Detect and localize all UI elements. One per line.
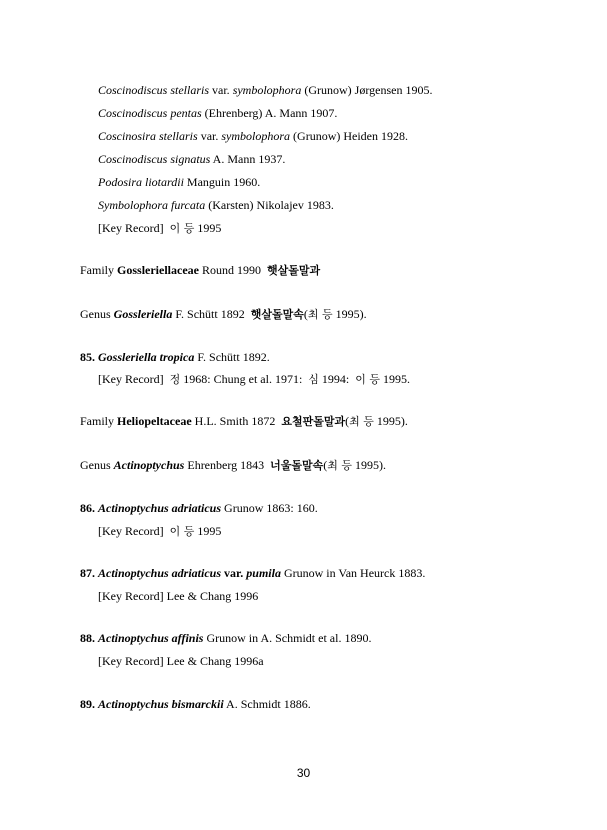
synonym-line	[98, 175, 260, 190]
authority: Grunow in A. Schmidt et al. 1890.	[203, 631, 372, 645]
citation-text: 1968: Chung et al. 1971:	[180, 372, 306, 386]
species-entry	[80, 631, 371, 646]
genus-name: Actinoptychus	[113, 458, 185, 472]
species-entry	[80, 697, 311, 712]
key-record-label: [Key Record]	[98, 372, 164, 386]
key-record-line	[98, 221, 221, 236]
paren: (	[345, 414, 350, 428]
species-name: Actinoptychus bismarckii	[98, 697, 224, 711]
key-record-line	[98, 654, 264, 669]
korean-citation: 이 등	[169, 222, 195, 235]
citation-year: 1995	[194, 221, 222, 235]
authority: (Grunow) Jørgensen 1905.	[301, 83, 433, 97]
entry-number: 89.	[80, 697, 95, 711]
page-number: 30	[296, 766, 311, 780]
korean-citation: 이 등	[355, 373, 381, 386]
family-heading	[80, 263, 320, 278]
korean-citation: 최 등	[327, 459, 353, 472]
taxon-name: Symbolophora furcata	[98, 198, 206, 212]
entry-number: 86.	[80, 501, 95, 515]
citation-year: 1995).	[332, 307, 367, 321]
var-label: var.	[209, 83, 233, 97]
authority: Manguin 1960.	[183, 175, 261, 189]
korean-citation: 최 등	[307, 308, 333, 321]
species-name: Actinoptychus adriaticus	[98, 566, 222, 580]
citation-year: 1995	[194, 524, 222, 538]
korean-name: 너울돌말속	[270, 459, 324, 472]
korean-citation: 최 등	[349, 415, 374, 428]
authority: F. Schütt 1892.	[194, 350, 270, 364]
authority: Ehrenberg 1843	[184, 458, 268, 472]
key-record-label: [Key Record]	[98, 524, 164, 538]
korean-citation: 심	[308, 373, 319, 386]
entry-number: 88.	[80, 631, 95, 645]
synonym-line	[98, 129, 408, 144]
variety-name: symbolophora	[221, 129, 291, 143]
authority: (Karsten) Nikolajev 1983.	[205, 198, 334, 212]
korean-citation: 정	[169, 373, 181, 386]
entry-number: 87.	[80, 566, 95, 580]
family-heading	[80, 414, 408, 429]
key-record-text: [Key Record] Lee & Chang 1996	[98, 589, 259, 603]
taxon-name: Coscinodiscus pentas	[98, 106, 202, 120]
authority: Round 1990	[198, 263, 264, 277]
authority: A. Schmidt 1886.	[223, 697, 311, 711]
family-name: Heliopeltaceae	[117, 414, 192, 428]
paren: (	[303, 307, 308, 321]
var-label: var.	[221, 566, 247, 580]
synonym-line	[98, 152, 285, 167]
species-entry	[80, 350, 270, 365]
key-record-line	[98, 589, 258, 604]
synonym-line	[98, 83, 432, 98]
key-record-text: [Key Record] Lee & Chang 1996a	[98, 654, 264, 668]
authority: A. Mann 1937.	[210, 152, 286, 166]
paren: (	[323, 458, 328, 472]
korean-name: 햇살돌말속	[250, 308, 304, 321]
synonym-line	[98, 106, 337, 121]
genus-heading	[80, 458, 386, 473]
variety-name: symbolophora	[232, 83, 302, 97]
authority: H.L. Smith 1872	[191, 414, 279, 428]
entry-number: 85.	[80, 350, 95, 364]
species-entry	[80, 566, 425, 581]
genus-heading	[80, 307, 367, 322]
authority: Grunow 1863: 160.	[221, 501, 318, 515]
species-entry	[80, 501, 318, 516]
taxon-name: Podosira liotardii	[98, 175, 184, 189]
rank-label: Genus	[80, 458, 114, 472]
authority: (Ehrenberg) A. Mann 1907.	[201, 106, 338, 120]
genus-name: Gossleriella	[113, 307, 173, 321]
variety-name: pumila	[246, 566, 281, 580]
korean-citation: 이 등	[169, 525, 195, 538]
korean-name: 요철판돌말과	[281, 415, 346, 428]
citation-year: 1995).	[352, 458, 387, 472]
rank-label: Family	[80, 263, 118, 277]
key-record-line	[98, 372, 410, 387]
authority: Grunow in Van Heurck 1883.	[280, 566, 426, 580]
var-label: var.	[197, 129, 222, 143]
korean-name: 햇살돌말과	[267, 264, 321, 277]
rank-label: Genus	[80, 307, 114, 321]
taxon-name: Coscinodiscus signatus	[98, 152, 211, 166]
synonym-line	[98, 198, 334, 213]
citation-year: 1995.	[380, 372, 411, 386]
citation-text: 1994:	[318, 372, 353, 386]
species-name: Gossleriella tropica	[98, 350, 195, 364]
family-name: Gossleriellaceae	[117, 263, 199, 277]
rank-label: Family	[80, 414, 118, 428]
authority: F. Schütt 1892	[172, 307, 248, 321]
species-name: Actinoptychus affinis	[98, 631, 204, 645]
species-name: Actinoptychus adriaticus	[98, 501, 222, 515]
taxon-name: Coscinosira stellaris	[98, 129, 198, 143]
key-record-line	[98, 524, 221, 539]
authority: (Grunow) Heiden 1928.	[290, 129, 409, 143]
key-record-label: [Key Record]	[98, 221, 164, 235]
citation-year: 1995).	[373, 414, 408, 428]
taxon-name: Coscinodiscus stellaris	[98, 83, 210, 97]
